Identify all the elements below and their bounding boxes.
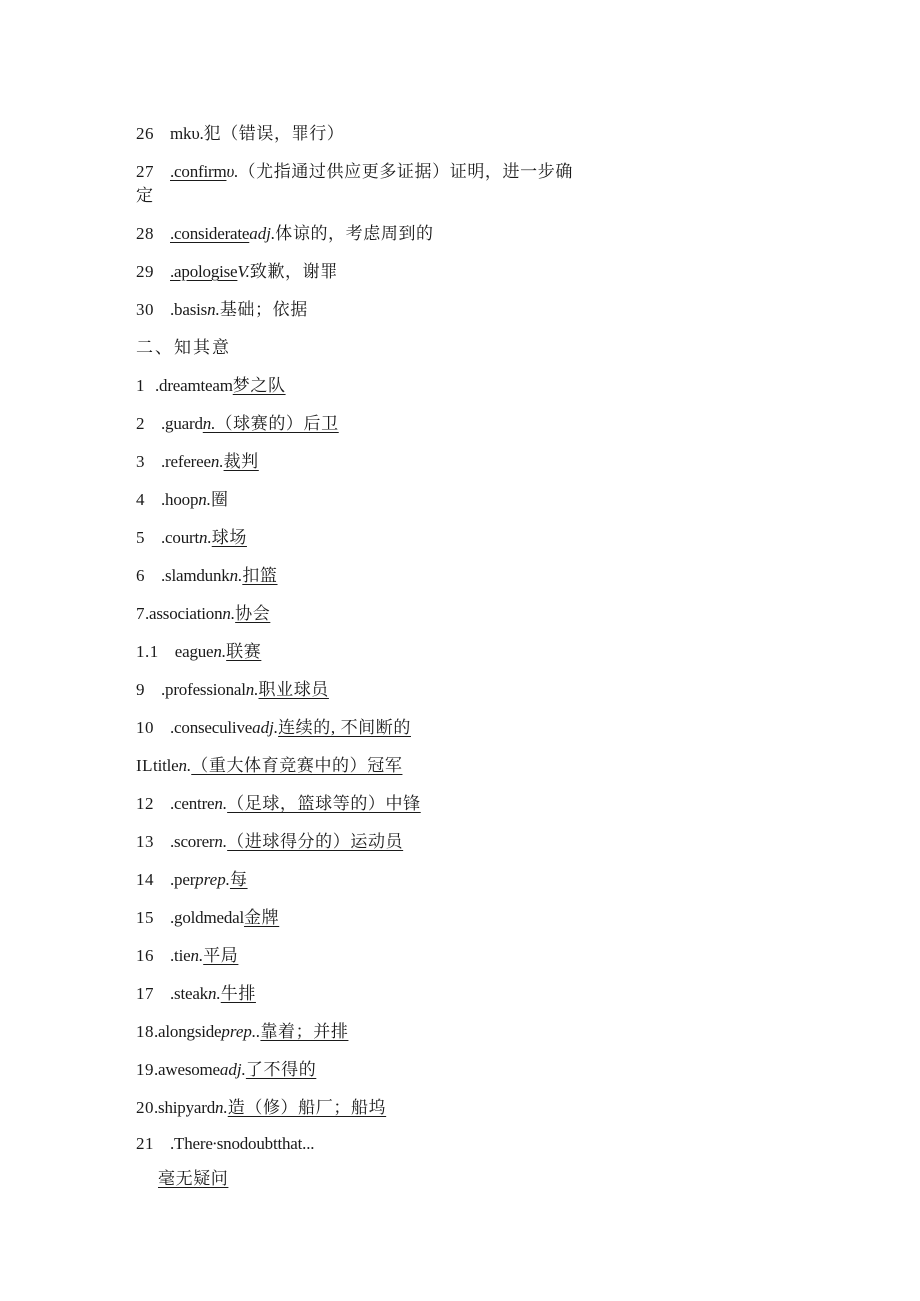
vocab-entry (136, 717, 411, 739)
vocab-entry (136, 123, 344, 145)
entry-number: 21 (136, 1134, 154, 1153)
vocab-entry (136, 793, 421, 815)
entry-number: 30 (136, 300, 154, 319)
entry-word: .professional (161, 680, 246, 699)
entry-word: .awesome (154, 1060, 220, 1079)
entry-meaning: 裁判 (223, 452, 259, 471)
entry-pos: n. (214, 794, 228, 813)
entry-pos: n. (215, 1098, 228, 1117)
entry-meaning: 梦之队 (232, 376, 286, 395)
vocab-entry (136, 299, 308, 321)
entry-meaning: 圈 (211, 490, 229, 509)
entry-word: .slamdunk (161, 566, 230, 585)
entry-number: 5 (136, 528, 145, 547)
entry-meaning-cont: 定 (136, 186, 154, 205)
entry-number: 1 (136, 376, 145, 395)
entry-number: 20 (136, 1098, 154, 1117)
entry-pos: n. (198, 490, 212, 509)
entry-number: 18 (136, 1022, 154, 1041)
entry-number: 13 (136, 832, 154, 851)
entry-meaning: 连续的, 不间断的 (278, 718, 411, 737)
entry-meaning: 球场 (211, 528, 247, 547)
vocab-entry (136, 261, 338, 283)
entry-meaning: 每 (229, 870, 248, 889)
entry-word: .referee (161, 452, 211, 471)
entry-word: eague (174, 642, 214, 661)
vocab-entry (136, 375, 286, 397)
entry-word: .steak (170, 984, 208, 1003)
entry-word: .scorer (170, 832, 215, 851)
entry-pos: n. (178, 756, 192, 775)
entry-pos: n. (213, 642, 227, 661)
entry-pos: υ. (226, 162, 239, 181)
vocab-entry (136, 907, 279, 929)
entry-pos: n. (229, 566, 243, 585)
entry-word: .centre (170, 794, 215, 813)
vocab-entry (136, 565, 278, 587)
entry-pos: n. (207, 300, 220, 319)
entry-number: 29 (136, 262, 154, 281)
vocab-entry (136, 641, 261, 663)
vocab-entry (136, 161, 573, 183)
entry-number: 27 (136, 162, 154, 181)
entry-word: .per (170, 870, 196, 889)
entry-meaning: 金牌 (244, 908, 280, 927)
entry-number: 19 (136, 1060, 154, 1079)
entry-answer (158, 1168, 228, 1190)
entry-meaning: （球赛的）后卫 (215, 414, 339, 433)
entry-word: .shipyard (154, 1098, 215, 1117)
vocab-entry (136, 1059, 316, 1081)
entry-continuation (136, 185, 154, 207)
entry-number: IL (136, 756, 154, 775)
entry-word: .court (161, 528, 199, 547)
vocab-entry (136, 451, 259, 473)
entry-meaning: 犯（错误，罪行） (203, 124, 345, 143)
entry-meaning: （进球得分的）运动员 (227, 832, 404, 851)
entry-number: 9 (136, 680, 145, 699)
entry-meaning: 毫无疑问 (158, 1169, 229, 1188)
entry-meaning: 牛排 (220, 984, 256, 1003)
entry-word: .basis (170, 300, 208, 319)
entry-meaning: 靠着；并排 (260, 1022, 349, 1041)
entry-pos: prep. (195, 870, 230, 889)
entry-meaning: （重大体育竞赛中的）冠军 (191, 756, 403, 775)
vocab-entry (136, 1133, 314, 1155)
entry-pos: n. (210, 452, 224, 471)
entry-pos: n. (190, 946, 204, 965)
entry-pos: n. (202, 414, 216, 433)
entry-meaning: 协会 (235, 604, 271, 623)
vocab-entry (136, 223, 434, 245)
entry-meaning: 扣篮 (242, 566, 278, 585)
entry-word: .goldmedal (170, 908, 245, 927)
entry-number: 12 (136, 794, 154, 813)
entry-pos: adj. (219, 1060, 246, 1079)
vocab-entry (136, 1021, 348, 1043)
entry-pos: adj. (252, 718, 279, 737)
entry-number: 4 (136, 490, 145, 509)
entry-pos: n. (245, 680, 259, 699)
vocab-entry (136, 945, 238, 967)
vocab-entry (136, 489, 229, 511)
entry-word: .considerate (170, 224, 250, 243)
entry-meaning: （尤指通过供应更多证据）证明，进一步确 (238, 162, 573, 181)
entry-number: 7 (136, 604, 145, 623)
entry-number: 10 (136, 718, 154, 737)
entry-meaning: 造（修）船厂；船坞 (227, 1098, 387, 1117)
vocab-entry (136, 831, 403, 853)
vocab-entry (136, 869, 248, 891)
entry-meaning: 体谅的，考虑周到的 (275, 224, 434, 243)
entry-word: .dreamteam (155, 376, 233, 395)
entry-number: 14 (136, 870, 154, 889)
entry-word: .conseculive (170, 718, 253, 737)
entry-number: 6 (136, 566, 145, 585)
vocab-entry (136, 983, 256, 1005)
entry-meaning: 致歉，谢罪 (249, 262, 338, 281)
entry-number: 17 (136, 984, 154, 1003)
entry-word: mkυ. (170, 124, 204, 143)
entry-word: .hoop (161, 490, 199, 509)
entry-pos: adj. (249, 224, 276, 243)
entry-number: 16 (136, 946, 154, 965)
vocab-entry (136, 755, 402, 777)
vocab-entry (136, 1097, 386, 1119)
entry-word: .There∙snodoubtthat... (170, 1134, 315, 1153)
entry-number: 26 (136, 124, 154, 143)
entry-pos: n. (214, 832, 228, 851)
entry-word: .tie (170, 946, 191, 965)
entry-meaning: （足球，篮球等的）中锋 (227, 794, 421, 813)
entry-word: .alongside (154, 1022, 222, 1041)
entry-meaning: 联赛 (226, 642, 262, 661)
entry-number: 3 (136, 452, 145, 471)
entry-pos: n. (207, 984, 221, 1003)
entry-meaning: 基础；依据 (219, 300, 308, 319)
entry-pos: V. (237, 262, 250, 281)
vocab-entry (136, 527, 247, 549)
entry-number: 15 (136, 908, 154, 927)
vocab-entry (136, 603, 270, 625)
entry-number: 28 (136, 224, 154, 243)
entry-number: 1.1 (136, 642, 159, 661)
entry-meaning: 了不得的 (245, 1060, 317, 1079)
entry-word: title (153, 756, 179, 775)
entry-word: .guard (161, 414, 203, 433)
entry-pos: n. (198, 528, 212, 547)
vocab-entry (136, 679, 329, 701)
entry-pos: n. (222, 604, 236, 623)
section-heading: 二、知其意 (136, 338, 231, 357)
entry-pos: prep.. (221, 1022, 261, 1041)
entry-word: .association (145, 604, 223, 623)
entry-number: 2 (136, 414, 145, 433)
entry-meaning: 职业球员 (258, 680, 329, 699)
entry-word: .confirm (170, 162, 227, 181)
entry-meaning: 平局 (203, 946, 239, 965)
entry-word: .apologise (170, 262, 238, 281)
vocab-entry (136, 413, 339, 435)
